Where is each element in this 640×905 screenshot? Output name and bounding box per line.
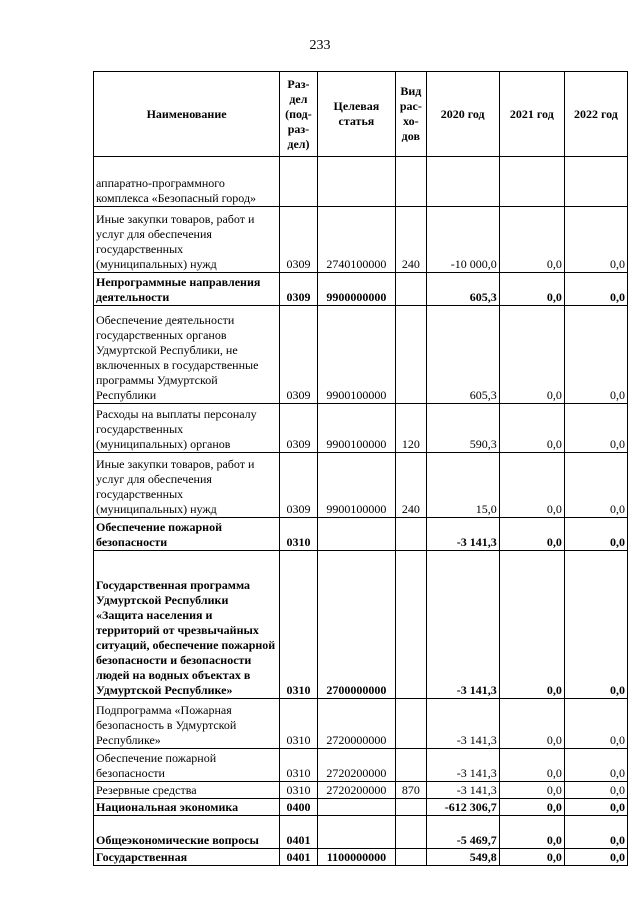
row-name: Непрограммные направления деятельности bbox=[94, 273, 280, 306]
row-name: Государственная bbox=[94, 849, 280, 866]
row-2022: 0,0 bbox=[564, 207, 627, 273]
row-expense bbox=[396, 157, 427, 207]
row-name: Расходы на выплаты персоналу государственных (муниципальных) органов bbox=[94, 404, 280, 453]
row-2022 bbox=[564, 157, 627, 207]
row-expense bbox=[396, 749, 427, 782]
row-name: Общеэкономические вопросы bbox=[94, 816, 280, 849]
row-2021: 0,0 bbox=[499, 518, 564, 551]
row-2022: 0,0 bbox=[564, 699, 627, 749]
header-section: Раз-дел (под-раз-дел) bbox=[280, 72, 318, 157]
row-target: 9900100000 bbox=[317, 306, 395, 404]
row-name: Иные закупки товаров, работ и услуг для обеспечения государственных (муниципальных) нужд bbox=[94, 453, 280, 518]
row-expense bbox=[396, 551, 427, 699]
row-section: 0310 bbox=[280, 518, 318, 551]
row-section: 0310 bbox=[280, 782, 318, 799]
table-row bbox=[94, 782, 628, 799]
row-target: 9900100000 bbox=[317, 453, 395, 518]
row-2021: 0,0 bbox=[499, 816, 564, 849]
row-2022: 0,0 bbox=[564, 453, 627, 518]
row-section: 0401 bbox=[280, 816, 318, 849]
row-target: 2700000000 bbox=[317, 551, 395, 699]
table-row bbox=[94, 157, 628, 207]
row-2021: 0,0 bbox=[499, 849, 564, 866]
row-2022: 0,0 bbox=[564, 782, 627, 799]
table-row bbox=[94, 799, 628, 816]
row-2021: 0,0 bbox=[499, 749, 564, 782]
row-2021: 0,0 bbox=[499, 273, 564, 306]
header-2022: 2022 год bbox=[564, 72, 627, 157]
header-target: Целевая статья bbox=[317, 72, 395, 157]
row-2022: 0,0 bbox=[564, 306, 627, 404]
row-target: 2740100000 bbox=[317, 207, 395, 273]
row-target: 1100000000 bbox=[317, 849, 395, 866]
row-2020: 15,0 bbox=[426, 453, 499, 518]
row-2021: 0,0 bbox=[499, 782, 564, 799]
table-row bbox=[94, 306, 628, 404]
header-2020: 2020 год bbox=[426, 72, 499, 157]
row-2021: 0,0 bbox=[499, 404, 564, 453]
row-2022: 0,0 bbox=[564, 749, 627, 782]
row-2022: 0,0 bbox=[564, 816, 627, 849]
table-row bbox=[94, 404, 628, 453]
row-section: 0310 bbox=[280, 699, 318, 749]
table-row bbox=[94, 551, 628, 699]
row-target: 2720000000 bbox=[317, 699, 395, 749]
header-expense: Вид рас-хо-дов bbox=[396, 72, 427, 157]
row-expense bbox=[396, 799, 427, 816]
row-target bbox=[317, 816, 395, 849]
row-name: Государственная программа Удмуртской Республики «Защита населения и территорий от чрезвычайных ситуаций, обеспечение пожарной безопасности и безопасности людей на водных объектах в Удмуртской Республике» bbox=[94, 551, 280, 699]
row-2021: 0,0 bbox=[499, 306, 564, 404]
table-row bbox=[94, 207, 628, 273]
page-number: 233 bbox=[309, 38, 331, 53]
row-2020: -3 141,3 bbox=[426, 749, 499, 782]
row-2021 bbox=[499, 157, 564, 207]
row-2020: -3 141,3 bbox=[426, 518, 499, 551]
row-name: Обеспечение пожарной безопасности bbox=[94, 749, 280, 782]
row-name: Подпрограмма «Пожарная безопасность в Удмуртской Республике» bbox=[94, 699, 280, 749]
row-section: 0309 bbox=[280, 453, 318, 518]
row-section bbox=[280, 157, 318, 207]
row-2020: 590,3 bbox=[426, 404, 499, 453]
header-row bbox=[94, 72, 628, 157]
row-2020: -3 141,3 bbox=[426, 782, 499, 799]
row-2021: 0,0 bbox=[499, 799, 564, 816]
row-name: Иные закупки товаров, работ и услуг для обеспечения государственных (муниципальных) нужд bbox=[94, 207, 280, 273]
table-row bbox=[94, 849, 628, 866]
row-section: 0401 bbox=[280, 849, 318, 866]
row-name: Резервные средства bbox=[94, 782, 280, 799]
row-name: аппаратно-программного комплекса «Безопасный город» bbox=[94, 157, 280, 207]
row-target: 9900100000 bbox=[317, 404, 395, 453]
row-expense: 120 bbox=[396, 404, 427, 453]
row-target bbox=[317, 157, 395, 207]
row-name: Национальная экономика bbox=[94, 799, 280, 816]
table-row bbox=[94, 816, 628, 849]
row-2021: 0,0 bbox=[499, 207, 564, 273]
table-row bbox=[94, 518, 628, 551]
header-name: Наименование bbox=[94, 72, 280, 157]
row-expense bbox=[396, 306, 427, 404]
row-2021: 0,0 bbox=[499, 551, 564, 699]
row-2020: 605,3 bbox=[426, 273, 499, 306]
row-2022: 0,0 bbox=[564, 518, 627, 551]
row-target bbox=[317, 799, 395, 816]
row-2020: -3 141,3 bbox=[426, 551, 499, 699]
header-2021: 2021 год bbox=[499, 72, 564, 157]
budget-table bbox=[93, 71, 628, 866]
row-expense bbox=[396, 273, 427, 306]
row-2020: -5 469,7 bbox=[426, 816, 499, 849]
row-section: 0310 bbox=[280, 749, 318, 782]
row-section: 0400 bbox=[280, 799, 318, 816]
row-section: 0309 bbox=[280, 404, 318, 453]
row-2020: -10 000,0 bbox=[426, 207, 499, 273]
row-target: 9900000000 bbox=[317, 273, 395, 306]
row-2022: 0,0 bbox=[564, 849, 627, 866]
row-expense bbox=[396, 849, 427, 866]
row-expense: 870 bbox=[396, 782, 427, 799]
row-2021: 0,0 bbox=[499, 453, 564, 518]
table-row bbox=[94, 453, 628, 518]
row-expense bbox=[396, 816, 427, 849]
row-expense bbox=[396, 699, 427, 749]
row-2022: 0,0 bbox=[564, 273, 627, 306]
row-2022: 0,0 bbox=[564, 404, 627, 453]
row-expense bbox=[396, 518, 427, 551]
table-row bbox=[94, 749, 628, 782]
row-section: 0309 bbox=[280, 306, 318, 404]
row-section: 0310 bbox=[280, 551, 318, 699]
row-expense: 240 bbox=[396, 453, 427, 518]
table-row bbox=[94, 273, 628, 306]
row-2020: 605,3 bbox=[426, 306, 499, 404]
row-2020: -3 141,3 bbox=[426, 699, 499, 749]
row-2020: 549,8 bbox=[426, 849, 499, 866]
row-2021: 0,0 bbox=[499, 699, 564, 749]
row-section: 0309 bbox=[280, 207, 318, 273]
row-name: Обеспечение пожарной безопасности bbox=[94, 518, 280, 551]
row-target: 2720200000 bbox=[317, 782, 395, 799]
row-2020: -612 306,7 bbox=[426, 799, 499, 816]
row-name: Обеспечение деятельности государственных органов Удмуртской Республики, не включенных в государственные программы Удмуртской Республики bbox=[94, 306, 280, 404]
row-2022: 0,0 bbox=[564, 799, 627, 816]
row-expense: 240 bbox=[396, 207, 427, 273]
table-row bbox=[94, 699, 628, 749]
row-section: 0309 bbox=[280, 273, 318, 306]
row-target bbox=[317, 518, 395, 551]
row-2022: 0,0 bbox=[564, 551, 627, 699]
row-2020 bbox=[426, 157, 499, 207]
row-target: 2720200000 bbox=[317, 749, 395, 782]
